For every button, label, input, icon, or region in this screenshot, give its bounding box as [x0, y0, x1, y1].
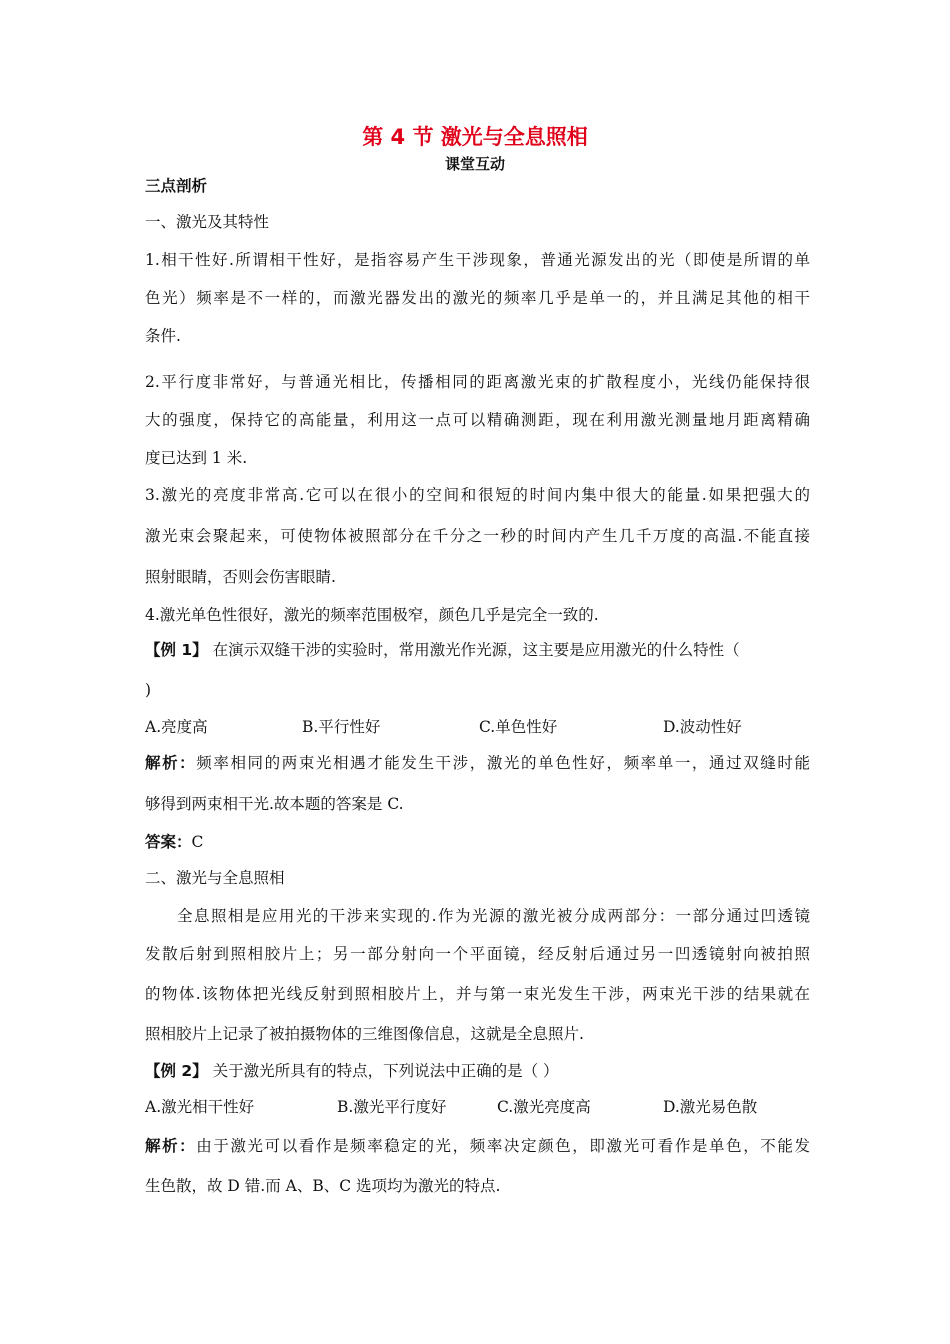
option-a: A.亮度高 [145, 718, 208, 736]
paragraph-line: 色光）频率是不一样的，而激光器发出的激光的频率几乎是单一的，并且满足其他的相干 [145, 289, 810, 307]
option-d: D.激光易色散 [663, 1098, 758, 1116]
example2-analysis-cont: 生色散，故 D 错.而 A、B、C 选项均为激光的特点. [145, 1177, 501, 1195]
option-b: B.激光平行度好 [337, 1098, 447, 1116]
paragraph-line: 的物体.该物体把光线反射到照相胶片上，并与第一束光发生干涉，两束光干涉的结果就在 [145, 985, 810, 1003]
example1-options [145, 717, 810, 737]
example2-question [145, 1061, 810, 1081]
example1-question-text: 在演示双缝干涉的实验时，常用激光作光源，这主要是应用激光的什么特性（ [207, 641, 740, 659]
part1-heading: 一、激光及其特性 [145, 213, 270, 231]
answer-label: 答案： [145, 833, 192, 851]
analysis-label: 解析： [145, 754, 197, 772]
example2-question-text: 关于激光所具有的特点，下列说法中正确的是（ ） [207, 1062, 559, 1080]
paragraph-line: 3.激光的亮度非常高.它可以在很小的空间和很短的时间内集中很大的能量.如果把强大的 [145, 486, 810, 504]
paragraph-line: 4.激光单色性很好，激光的频率范围极窄，颜色几乎是完全一致的. [145, 606, 599, 624]
example1-question [145, 640, 810, 660]
analysis-text: 由于激光可以看作是频率稳定的光，频率决定颜色，即激光可看作是单色，不能发 [196, 1137, 810, 1155]
option-c: C.单色性好 [479, 718, 558, 736]
example2-label: 【例 2】 [145, 1062, 208, 1080]
example1-label: 【例 1】 [145, 641, 208, 659]
analysis-text: 频率相同的两束光相遇才能发生干涉，激光的单色性好，频率单一，通过双缝时能 [196, 754, 810, 772]
option-c: C.激光亮度高 [497, 1098, 591, 1116]
option-d: D.波动性好 [663, 718, 742, 736]
paragraph-line: 条件. [145, 327, 181, 345]
page-subtitle: 课堂互动 [444, 155, 505, 173]
paragraph-line: 度已达到 1 米. [145, 449, 248, 467]
paragraph-line: 激光束会聚起来，可使物体被照部分在千分之一秒的时间内产生几千万度的高温.不能直接 [145, 527, 810, 545]
part2-heading: 二、激光与全息照相 [145, 869, 285, 887]
paragraph-line: 2.平行度非常好，与普通光相比，传播相同的距离激光束的扩散程度小，光线仍能保持很 [145, 373, 810, 391]
paragraph-line: 1.相干性好.所谓相干性好，是指容易产生干涉现象，普通光源发出的光（即使是所谓的单 [145, 251, 810, 269]
example2-options [145, 1097, 810, 1117]
example2-analysis [145, 1136, 810, 1156]
option-b: B.平行性好 [302, 718, 381, 736]
section-heading: 三点剖析 [145, 177, 208, 195]
analysis-label: 解析： [145, 1137, 197, 1155]
example1-question-cont: ) [145, 681, 152, 699]
paragraph-line: 照相胶片上记录了被拍摄物体的三维图像信息，这就是全息照片. [145, 1025, 584, 1043]
example1-analysis [145, 753, 810, 773]
paragraph-line: 照射眼睛，否则会伤害眼睛. [145, 568, 336, 586]
paragraph-line: 大的强度，保持它的高能量，利用这一点可以精确测距，现在利用激光测量地月距离精确 [145, 411, 810, 429]
example1-analysis-cont: 够得到两束相干光.故本题的答案是 C. [145, 795, 404, 813]
page-title: 第 4 节 激光与全息照相 [362, 125, 588, 149]
paragraph-line: 全息照相是应用光的干涉来实现的.作为光源的激光被分成两部分：一部分通过凹透镜 [177, 907, 810, 925]
option-a: A.激光相干性好 [145, 1098, 255, 1116]
example1-answer [145, 832, 810, 852]
paragraph-line: 发散后射到照相胶片上；另一部分射向一个平面镜，经反射后通过另一凹透镜射向被拍照 [145, 945, 810, 963]
answer-value: C [191, 833, 204, 851]
